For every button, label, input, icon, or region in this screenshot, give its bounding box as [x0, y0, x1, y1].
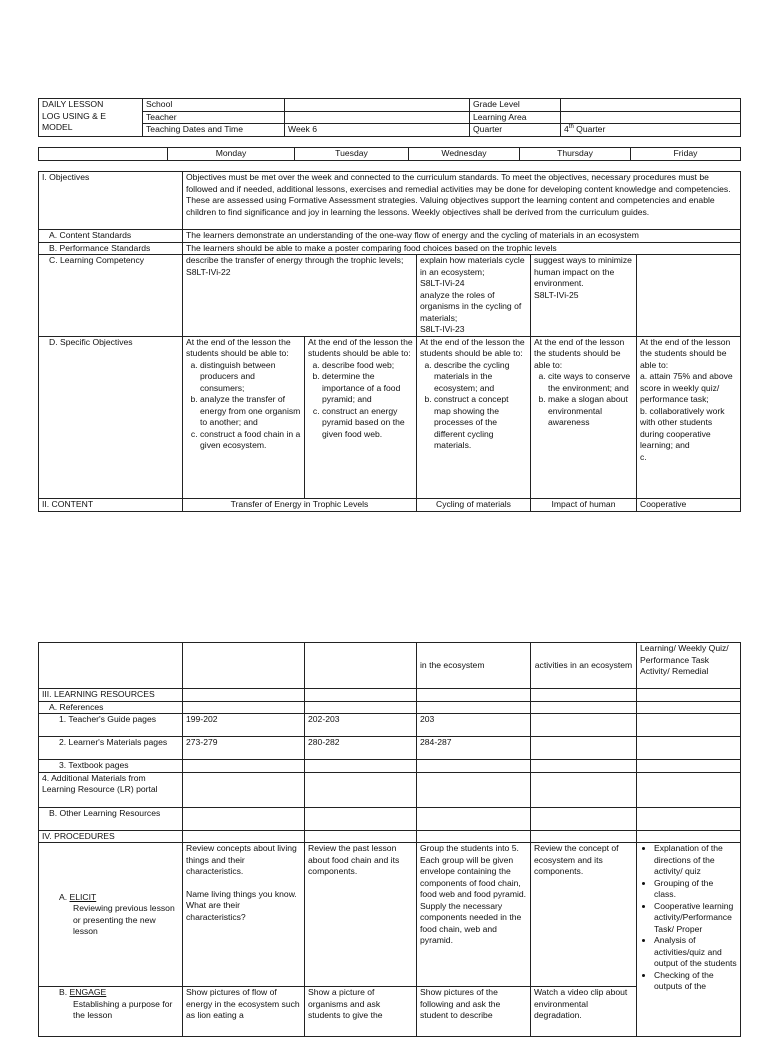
procedures-label: IV. PROCEDURES	[39, 830, 183, 843]
competency-fri	[637, 255, 741, 337]
objectives-text: Objectives must be met over the week and connected to the curriculum standards. To meet the objectives, necessary procedures must be followed and if needed, additional lessons, exercises and remedial activities may be done for developing content knowledge and competencies. These are assessed using Formative Assessment strategies. Valuing objectives support the learning content and competencies and enable children to find significance and joy in learning the lessons. Weekly objectives shall be derived from the curriculum guides.	[183, 172, 741, 230]
objectives-table	[38, 171, 741, 512]
elicit-thu: Review the concept of ecosystem and its components.	[531, 843, 637, 987]
elicit-mon: Review concepts about living things and their characteristics. Name living things you know. What are their characteristics?	[183, 843, 305, 987]
teacher-label: Teacher	[143, 111, 285, 124]
competency-mon-tue: describe the transfer of energy through the trophic levels; S8LT-IVi-22	[183, 255, 417, 337]
quarter-value: 4th Quarter	[561, 124, 741, 137]
engage-thu: Watch a video clip about environmental degradation.	[531, 987, 637, 1037]
content-mon-tue: Transfer of Energy in Trophic Levels	[183, 498, 417, 511]
competency-thu: suggest ways to minimize human impact on the environment. S8LT-IVi-25	[531, 255, 637, 337]
learning-resources-label: III. LEARNING RESOURCES	[39, 689, 183, 702]
school-label: School	[143, 99, 285, 112]
procedures-fri: • Explanation of the directions of the activity/ quiz • Grouping of the class. • Cooperative learning activity/Performance Task/ Proper • Analysis of activities/quiz and output of the students • Checking of the outputs of the	[637, 843, 741, 1037]
content-wed-cont: in the ecosystem	[417, 643, 531, 689]
specific-fri: At the end of the lesson the students should be able to: a. attain 75% and above score in weekly quiz/ performance task; b. collaboratively work with other students during cooperative learning; and c.	[637, 336, 741, 498]
elicit-label: A. ELICIT Reviewing previous lesson or presenting the new lesson	[39, 843, 183, 987]
content-standards-label: A. Content Standards	[39, 230, 183, 243]
dll-title: DAILY LESSON LOG USING & E MODEL	[39, 99, 143, 137]
content-thu: Impact of human	[531, 498, 637, 511]
elicit-tue: Review the past lesson about food chain and its components.	[305, 843, 417, 987]
content-fri-cont: Learning/ Weekly Quiz/ Performance Task Activity/ Remedial	[637, 643, 741, 689]
content-standards-text: The learners demonstrate an understanding of the one-way flow of energy and the cycling of materials in an ecosystem	[183, 230, 741, 243]
content-fri: Cooperative	[637, 498, 741, 511]
specific-thu: At the end of the lesson the students should be able to: a. cite ways to conserve the environment; and b. make a slogan about environmental awareness	[531, 336, 637, 498]
engage-wed: Show pictures of the following and ask the student to describe	[417, 987, 531, 1037]
elicit-title: ELICIT	[69, 891, 97, 902]
teachers-guide-label: 1. Teacher's Guide pages	[39, 714, 183, 737]
school-value	[285, 99, 470, 112]
competency-wed: explain how materials cycle in an ecosystem; S8LT-IVi-24 analyze the roles of organisms in the cycling of materials; S8LT-IVi-23	[417, 255, 531, 337]
day-tuesday: Tuesday	[295, 148, 409, 161]
day-friday: Friday	[631, 148, 741, 161]
dates-label: Teaching Dates and Time	[143, 124, 285, 137]
tg-tue: 202-203	[305, 714, 417, 737]
teacher-value	[285, 111, 470, 124]
lm-tue: 280-282	[305, 737, 417, 760]
learning-area-label: Learning Area	[470, 111, 561, 124]
grade-level-label: Grade Level	[470, 99, 561, 112]
specific-mon: At the end of the lesson the students should be able to: a. distinguish between producers and consumers; b. analyze the transfer of energy from one organism to another; and c. construct a food chain in a given ecosystem.	[183, 336, 305, 498]
procedures-table	[38, 642, 741, 1037]
grade-level-value	[561, 99, 741, 112]
objectives-label: I. Objectives	[39, 172, 183, 230]
learning-area-value	[561, 111, 741, 124]
learning-competency-label: C. Learning Competency	[39, 255, 183, 337]
elicit-wed: Group the students into 5. Each group will be given envelope containing the components of food chain, food web and food pyramid. Supply the necessary components needed in the food chain, web and pyramid.	[417, 843, 531, 987]
week-value: Week 6	[285, 124, 470, 137]
content-wed: Cycling of materials	[417, 498, 531, 511]
day-wednesday: Wednesday	[409, 148, 520, 161]
lm-wed: 284-287	[417, 737, 531, 760]
content-label: II. CONTENT	[39, 498, 183, 511]
additional-materials-label: 4. Additional Materials from Learning Resource (LR) portal	[39, 772, 183, 807]
learners-materials-label: 2. Learner's Materials pages	[39, 737, 183, 760]
tg-wed: 203	[417, 714, 531, 737]
engage-mon: Show pictures of flow of energy in the ecosystem such as lion eating a	[183, 987, 305, 1037]
performance-standards-text: The learners should be able to make a poster comparing food choices based on the trophic levels	[183, 242, 741, 255]
references-label: A. References	[39, 701, 183, 714]
engage-title: ENGAGE	[69, 987, 107, 997]
engage-tue: Show a picture of organisms and ask students to give the	[305, 987, 417, 1037]
content-thu-cont: activities in an ecosystem	[531, 643, 637, 689]
days-header	[38, 147, 741, 161]
performance-standards-label: B. Performance Standards	[39, 242, 183, 255]
engage-label: B. ENGAGE Establishing a purpose for the lesson	[39, 987, 183, 1037]
specific-tue: At the end of the lesson the students should be able to: a. describe food web; b. determine the importance of a food pyramid; and c. construct an energy pyramid based on the given food web.	[305, 336, 417, 498]
day-monday: Monday	[168, 148, 295, 161]
quarter-label: Quarter	[470, 124, 561, 137]
specific-objectives-label: D. Specific Objectives	[39, 336, 183, 498]
lm-mon: 273-279	[183, 737, 305, 760]
specific-wed: At the end of the lesson the students should be able to: a. describe the cycling materials in the ecosystem; and b. construct a concept map showing the processes of the different cycling materials.	[417, 336, 531, 498]
day-thursday: Thursday	[520, 148, 631, 161]
textbook-pages-label: 3. Textbook pages	[39, 760, 183, 773]
tg-mon: 199-202	[183, 714, 305, 737]
header-table	[38, 98, 741, 137]
other-resources-label: B. Other Learning Resources	[39, 807, 183, 830]
